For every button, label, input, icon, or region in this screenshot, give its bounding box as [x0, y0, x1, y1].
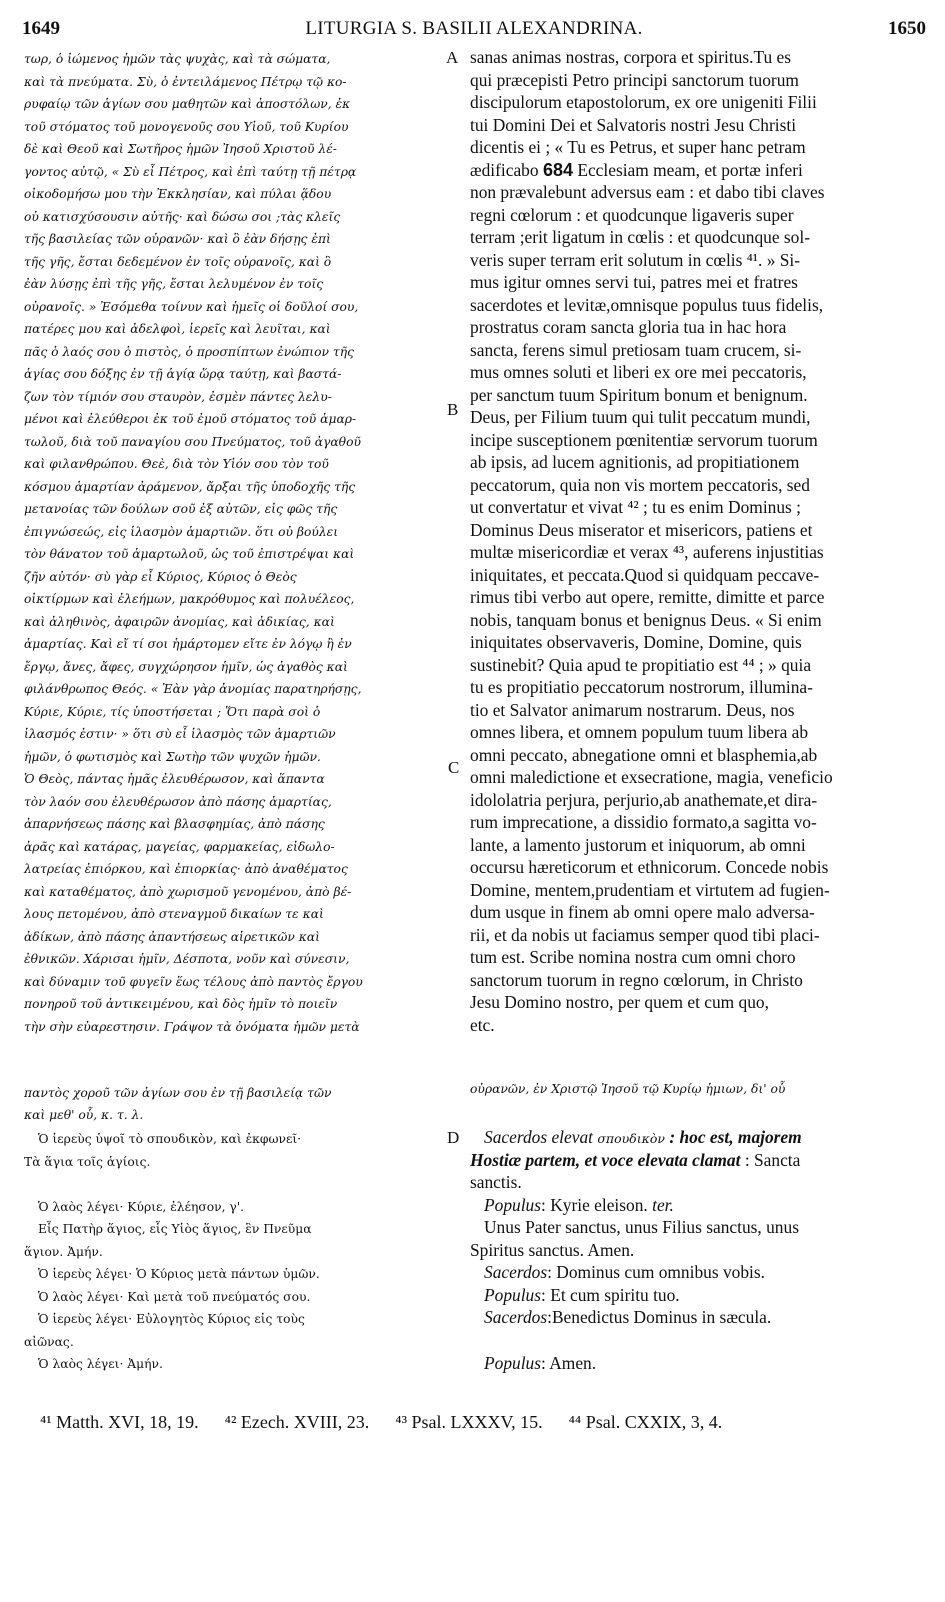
- greek-line: καὶ δύναμιν τοῦ φυγεῖν ἕως τέλους ἀπὸ παντὸς ἔργου: [24, 974, 363, 989]
- greek-line: καὶ καταθέματος, ἀπὸ χωρισμοῦ γενομένου, ἀπὸ βέ-: [24, 884, 352, 899]
- latin-rubric-section: [470, 1126, 910, 1374]
- rubric-sancta: : Sancta: [744, 1149, 801, 1170]
- latin-line: tum est. Scribe nomina nostra cum omni choro: [470, 947, 796, 967]
- greek-line: τὸν λαόν σου ἐλευθέρωσον ἀπὸ πάσης ἁμαρτίας,: [24, 794, 332, 809]
- rubric-sacerdos: Sacerdos: [484, 1262, 548, 1282]
- latin-line: rum imprecatione, a dissidio formato,a sagitta vo-: [470, 812, 817, 832]
- spanning-line-left: παντὸς χοροῦ τῶν ἁγίων σου ἐν τῇ βασιλείᾳ τῶν: [24, 1086, 332, 1100]
- greek-line: καὶ φιλανθρώπου. Θεὲ, διὰ τὸν Υἱόν σου τὸν τοῦ: [24, 457, 329, 471]
- greek-line: γοντος αὐτῷ, « Σὺ εἶ Πέτρος, καὶ ἐπὶ ταύτῃ τῇ πέτρᾳ: [24, 164, 357, 179]
- latin-line: peccatorum, quia non vis mortem peccatoris, sed: [470, 474, 810, 495]
- greek-rubric-line: Ὁ λαὸς λέγει· Ἀμήν.: [38, 1357, 163, 1371]
- rubric-populus: Populus: [484, 1194, 542, 1215]
- greek-line: Ὁ Θεὸς, πάντας ἡμᾶς ἐλευθέρωσον, καὶ ἅπαντα: [24, 772, 325, 786]
- latin-line: multæ misericordiæ et verax ⁴³, auferens injustitias: [470, 542, 824, 562]
- greek-line: πονηροῦ τοῦ ἀντικειμένου, καὶ δὸς ἡμῖν τὸ ποιεῖν: [24, 997, 338, 1011]
- latin-line: iniquitates, et peccata.Quod si quidquam peccave-: [470, 564, 820, 585]
- latin-line: sustinebit? Quia apud te propitiatio est ⁴⁴ ; » quia: [470, 654, 812, 675]
- latin-rubric-line-8: [470, 1284, 910, 1307]
- latin-line: sacerdotes et levitæ,omnisque populus tuus fidelis,: [470, 294, 824, 315]
- greek-line: ἐπιγνώσεώς, εἰς ἱλασμὸν ἁμαρτιῶν. ὅτι οὐ βούλει: [24, 524, 339, 539]
- latin-rubric-line-6: Spiritus sanctus. Amen.: [470, 1239, 635, 1260]
- latin-line: ab ipsis, ad lucem agnitionis, ad propitiationem: [470, 452, 800, 472]
- latin-line: tu es propitiatio peccatorum nostrorum, illumina-: [470, 677, 813, 697]
- latin-line: omni maledictione et exsecratione, magia, veneficio: [470, 767, 833, 787]
- latin-line: regni cœlorum : et quodcunque ligaveris super: [470, 204, 794, 225]
- greek-rubric-line: [24, 1173, 444, 1196]
- greek-line: ἀρᾶς καὶ κατάρας, μαγείας, φαρμακείας, εἰδωλο-: [24, 839, 335, 854]
- latin-rubric-line-1: [470, 1126, 910, 1149]
- page-title: LITURGIA S. BASILII ALEXANDRINA.: [305, 18, 643, 39]
- greek-line: κόσμου ἁμαρτίαν ἀράμενον, ἄρξαι τῆς ὑποδοχῆς τῆς: [24, 479, 356, 494]
- rubric-hoc-est: : hoc est, majorem: [669, 1127, 802, 1147]
- latin-line: mus omnes soluti et liberi ex ore mei peccatoris,: [470, 362, 807, 382]
- column-number-684: 684: [542, 159, 573, 180]
- greek-rubric-line: Ὁ λαὸς λέγει· Κύριε, ἐλέησον, γ'.: [38, 1199, 245, 1214]
- footnote: ⁴¹ Matth. XVI, 18, 19.: [40, 1412, 199, 1432]
- latin-line: ædificabo 684 Ecclesiam meam, et portæ inferi: [470, 159, 803, 180]
- latin-line: discipulorum etapostolorum, ex ore unigeniti Filii: [470, 92, 817, 112]
- greek-line: φιλάνθρωπος Θεός. « Ἐὰν γὰρ ἀνομίας παρατηρήσῃς,: [24, 682, 362, 696]
- latin-line: lante, a lamento justorum et iniquorum, ab omni: [470, 834, 806, 855]
- greek-line: μετανοίας τῶν δούλων σοῦ ἐξ αὐτῶν, εἰς φῶς τῆς: [24, 502, 338, 516]
- greek-line: οὐ κατισχύσουσιν αὐτῆς· καὶ δώσω σοι ;τὰς κλεῖς: [24, 209, 341, 224]
- greek-line: ἀπαρνήσεως πάσης καὶ βλασφημίας, ἀπὸ πάσης: [24, 817, 325, 831]
- latin-rubric-line-3: sanctis.: [470, 1172, 522, 1192]
- greek-line: τωρ, ὁ ἰώμενος ἡμῶν τὰς ψυχὰς, καὶ τὰ σώματα,: [24, 52, 331, 66]
- greek-line: τὸν θάνατον τοῦ ἁμαρτωλοῦ, ὡς τοῦ ἐπιστρέψαι καὶ: [24, 547, 355, 561]
- greek-line: τὴν σὴν εὐαρεστησιν. Γράψον τὰ ὀνόματα ἡμῶν μετὰ: [24, 1019, 360, 1034]
- rubric-ter: ter.: [652, 1194, 674, 1215]
- latin-line: per sanctum tuum Spiritum bonum et benignum.: [470, 384, 808, 405]
- spanning-line: [24, 1082, 934, 1105]
- rubric-amen: : Amen.: [541, 1352, 597, 1373]
- greek-rubric-line: Ὁ ἱερεὺς λέγει· Ὁ Κύριος μετὰ πάντων ὑμῶν.: [38, 1267, 320, 1281]
- greek-line: ἱλασμός ἐστιν· » ὅτι σὺ εἶ ἱλασμὸς τῶν ἁμαρτιῶν: [24, 727, 336, 741]
- latin-rubric-line-5: Unus Pater sanctus, unus Filius sanctus, unus: [484, 1217, 799, 1237]
- rubric-sacerdos-elevat: Sacerdos elevat: [484, 1127, 593, 1147]
- latin-line: sancta, ferens simul pretiosam tuam crucem, si-: [470, 339, 802, 360]
- latin-rubric-line-4: [470, 1194, 910, 1217]
- greek-line: οἰκοδομήσω μου τὴν Ἐκκλησίαν, καὶ πύλαι ᾅδου: [24, 187, 332, 201]
- rubric-greek-word: σπουδικὸν: [597, 1131, 665, 1146]
- latin-line: etc.: [470, 1014, 495, 1035]
- greek-line: ἐὰν λύσῃς ἐπὶ τῆς γῆς, ἔσται λελυμένον ἐν τοῖς: [24, 277, 324, 291]
- greek-column: [24, 48, 444, 1038]
- page-header: [22, 16, 926, 44]
- greek-rubric-line: ἅγιον. Ἀμήν.: [24, 1244, 103, 1259]
- greek-line: τοῦ στόματος τοῦ μονογενοῦς σου Υἱοῦ, τοῦ Κυρίου: [24, 119, 349, 134]
- latin-line: iniquitates observaveris, Domine, Domine, quis: [470, 632, 802, 652]
- greek-tail-line: καὶ μεθ' οὗ, κ. τ. λ.: [24, 1108, 144, 1122]
- greek-line: οὐρανοῖς. » Ἐσόμεθα τοίνυν καὶ ἡμεῖς οἱ δοῦλοί σου,: [24, 299, 359, 314]
- rubric-populus-3: Populus: [484, 1352, 542, 1373]
- greek-rubric-line: Εἷς Πατὴρ ἅγιος, εἷς Υἱὸς ἅγιος, ἓν Πνεῦμα: [38, 1222, 312, 1236]
- latin-line: Deus, per Filium tuum qui tulit peccatum mundi,: [470, 407, 811, 427]
- latin-rubric-line-2: [470, 1149, 910, 1172]
- greek-line: τωλοῦ, διὰ τοῦ παναγίου σου Πνεύματος, τοῦ ἀγαθοῦ: [24, 434, 361, 449]
- greek-line: μένοι καὶ ἐλεύθεροι ἐκ τοῦ ἐμοῦ στόματος τοῦ ἁμαρ-: [24, 412, 357, 426]
- latin-line: tui Domini Dei et Salvatoris nostri Jesu Christi: [470, 114, 797, 135]
- greek-line: πᾶς ὁ λαός σου ὁ πιστὸς, ὁ προσπίπτων ἐνώπιον τῆς: [24, 344, 354, 359]
- rubric-dominus: : Dominus cum omnibus vobis.: [547, 1262, 765, 1282]
- latin-line: rimus tibi verbo aut opere, remitte, dimitte et parce: [470, 587, 825, 607]
- latin-line: veris super terram erit solutum in cœlis ⁴¹. » Si-: [470, 249, 801, 270]
- latin-line: non prævalebunt adversus eam : et dabo tibi claves: [470, 182, 825, 202]
- greek-line: πατέρες μου καὶ ἀδελφοὶ, ἱερεῖς καὶ λευῖται, καὶ: [24, 322, 331, 336]
- latin-rubric-line-10: [470, 1352, 910, 1375]
- footnote: ⁴⁴ Psal. CXXIX, 3, 4.: [568, 1412, 723, 1432]
- rubric-populus-2: Populus: [484, 1284, 542, 1305]
- greek-line: ζῆν αὐτόν· σὺ γὰρ εἶ Κύριος, Κύριος ὁ Θεὸς: [24, 569, 297, 584]
- latin-line: ut convertatur et vivat ⁴² ; tu es enim Dominus ;: [470, 497, 802, 517]
- latin-line: sanas animas nostras, corpora et spiritus.Tu es: [470, 47, 792, 67]
- greek-rubric-line: αἰῶνας.: [24, 1334, 74, 1349]
- rubric-kyrie: : Kyrie eleison.: [541, 1194, 648, 1215]
- greek-rubric-section: [24, 1128, 444, 1376]
- greek-line: ἁγίας σου δόξης ἐν τῇ ἁγίᾳ ὥρᾳ ταύτῃ, καὶ βαστά-: [24, 367, 342, 381]
- greek-line: ἀδίκων, ἀπὸ πάσης ἀπαντήσεως αἱρετικῶν καὶ: [24, 929, 320, 944]
- greek-line: καὶ ἀληθινὸς, ἀφαιρῶν ἀνομίας, καὶ ἀδικίας, καὶ: [24, 614, 335, 629]
- latin-line: omnes libera, et omnem populum tuum libera ab: [470, 722, 809, 742]
- greek-line: ἁμαρτίας. Καὶ εἴ τί σοι ἡμάρτομεν εἴτε ἐν λόγῳ ἢ ἐν: [24, 637, 352, 651]
- margin-letter-d: D: [447, 1128, 460, 1147]
- latin-line: Domine, mentem,prudentiam et virtutem ad fugien-: [470, 879, 830, 900]
- greek-line: ἔργῳ, ἄνες, ἄφες, συγχώρησον ἡμῖν, ὡς ἀγαθὸς καὶ: [24, 659, 348, 674]
- rubric-hostiae: Hostiæ partem, et voce elevata clamat: [470, 1149, 741, 1170]
- latin-rubric-line-9: [470, 1306, 910, 1329]
- page-number-right: 1650: [888, 18, 926, 39]
- greek-line: ρυφαίῳ τῶν ἁγίων σου μαθητῶν καὶ ἀποστόλων, ἐκ: [24, 97, 351, 111]
- latin-line: terram ;erit ligatum in cœlis : et quodcunque sol-: [470, 227, 811, 247]
- greek-line: ἐθνικῶν. Χάρισαι ἡμῖν, Δέσποτα, νοῦν καὶ σύνεσιν,: [24, 952, 350, 966]
- greek-line: δὲ καὶ Θεοῦ καὶ Σωτῆρος ἡμῶν Ἰησοῦ Χριστοῦ λέ-: [24, 142, 337, 156]
- greek-rubric-line: Ὁ ἱερεὺς ὑψοῖ τὸ σπουδικὸν, καὶ ἐκφωνεῖ·: [38, 1132, 302, 1146]
- margin-letter-b: B: [447, 400, 459, 419]
- latin-rubric-spacer: [470, 1329, 910, 1352]
- greek-tail: [24, 1104, 444, 1127]
- latin-line: qui præcepisti Petro principi sanctorum tuorum: [470, 69, 799, 90]
- latin-line: Jesu Domino nostro, per quem et cum quo,: [470, 992, 769, 1012]
- latin-line: rii, et da nobis ut faciamus semper quod tibi placi-: [470, 924, 820, 945]
- margin-letter-c: C: [448, 758, 460, 777]
- rubric-sacerdos-2: Sacerdos: [484, 1307, 548, 1327]
- greek-line: λους πετομένου, ἀπὸ στεναγμοῦ δικαίων τε καὶ: [24, 907, 324, 921]
- latin-line: mus igitur omnes servi tui, patres mei et fratres: [470, 272, 798, 292]
- latin-column: [470, 46, 910, 1036]
- latin-line: incipe susceptionem pœnitentiæ servorum tuorum: [470, 429, 818, 450]
- footnote: ⁴³ Psal. LXXXV, 15.: [395, 1412, 543, 1432]
- greek-rubric-line: Ὁ λαὸς λέγει· Καὶ μετὰ τοῦ πνεύματός σου.: [38, 1289, 311, 1304]
- greek-line: ἡμῶν, ὁ φωτισμὸς καὶ Σωτὴρ τῶν ψυχῶν ἡμῶν.: [24, 749, 321, 764]
- latin-line: occursu hæreticorum et ethnicorum. Concede nobis: [470, 857, 829, 877]
- latin-line: prostratus coram sancta gloria tua in hac hora: [470, 317, 787, 337]
- spanning-line-right: οὐρανῶν, ἐν Χριστῷ Ἰησοῦ τῷ Κυρίῳ ἡμιων, δι' οὗ: [470, 1082, 786, 1096]
- page-number-left: 1649: [22, 18, 60, 39]
- latin-line: omni peccato, abnegatione omni et blasphemia,ab: [470, 744, 818, 765]
- footnote: ⁴² Ezech. XVIII, 23.: [224, 1412, 370, 1432]
- greek-line: Κύριε, Κύριε, τίς ὑποστήσεται ; Ὅτι παρὰ σοὶ ὁ: [24, 704, 321, 719]
- greek-line: καὶ τὰ πνεύματα. Σὺ, ὁ ἐντειλάμενος Πέτρῳ τῷ κο-: [24, 74, 347, 89]
- greek-line: τῆς βασιλείας τῶν οὐρανῶν· καὶ ὃ ἐὰν δήσῃς ἐπὶ: [24, 232, 331, 246]
- greek-line: ζων τὸν τίμιόν σου σταυρὸν, ἐσμὲν πάντες λελυ-: [24, 389, 332, 404]
- latin-line: nobis, tanquam bonus et benignus Deus. « Si enim: [470, 609, 822, 630]
- greek-line: οἰκτίρμων καὶ ἐλεήμων, μακρόθυμος καὶ πολυέλεος,: [24, 592, 355, 606]
- latin-line: dum usque in finem ab omni opere malo adversa-: [470, 902, 815, 922]
- greek-line: τῆς γῆς, ἔσται δεδεμένον ἐν τοῖς οὐρανοῖς, καὶ ὃ: [24, 254, 332, 269]
- latin-rubric-line-7: [470, 1261, 910, 1284]
- footnotes: [40, 1412, 920, 1433]
- latin-line: tio et Salvator animarum nostrarum. Deus, nos: [470, 699, 795, 720]
- latin-line: dicentis ei ; « Tu es Petrus, et super hanc petram: [470, 137, 806, 157]
- latin-line: sanctorum tuorum in regno cœlorum, in Christo: [470, 969, 803, 990]
- greek-line: λατρείας ἐπιόρκου, καὶ ἐπιορκίας· ἀπὸ ἀναθέματος: [24, 862, 348, 876]
- rubric-et-cum: : Et cum spiritu tuo.: [541, 1284, 680, 1305]
- rubric-benedictus: :Benedictus Dominus in sæcula.: [547, 1307, 772, 1327]
- margin-letter-a: A: [446, 48, 459, 67]
- latin-line: idololatria perjura, perjurio,ab anathemate,et dira-: [470, 789, 818, 810]
- greek-rubric-line: Ὁ ἱερεὺς λέγει· Εὐλογητὸς Κύριος εἰς τοὺς: [38, 1312, 305, 1326]
- latin-line: Dominus Deus miserator et misericors, patiens et: [470, 519, 813, 540]
- greek-rubric-line: Τὰ ἅγια τοῖς ἁγίοις.: [24, 1154, 151, 1169]
